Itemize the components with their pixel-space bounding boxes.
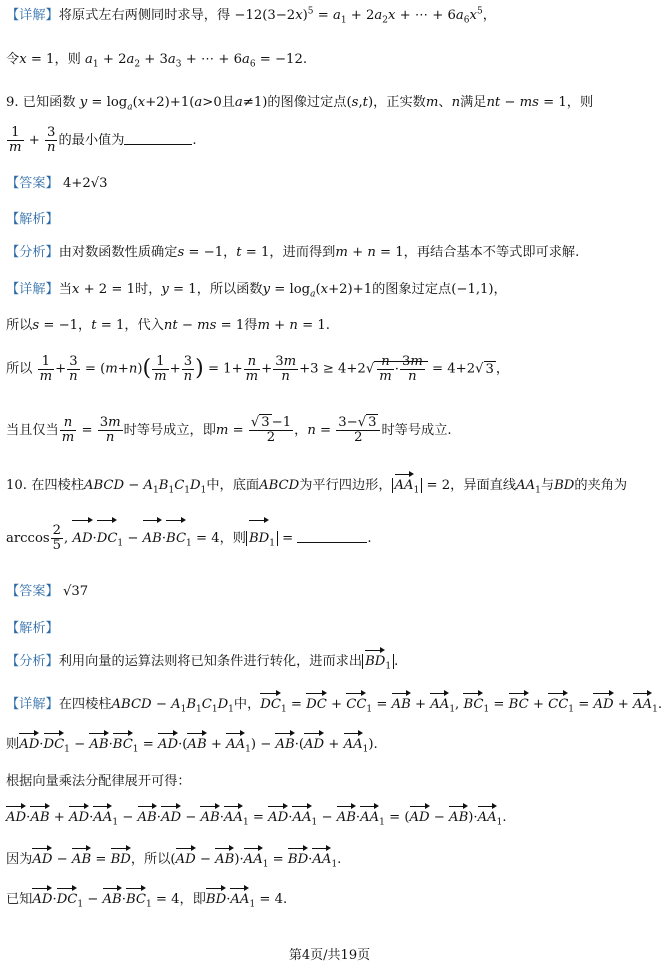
q10-detail-line4: $AD\cdot AB + AD\cdot AA_1 - AB\cdot AD - AB\cdot AA_1 = AD\cdot AA_1 - AB\cdot AA_1 = (AD - AB)\cdot AA_1$.	[6, 810, 507, 828]
q10-detail-line5: 因为AD − AB = BD，所以$(AD - AB)\cdot AA_1 = BD\cdot AA_1$.	[6, 852, 342, 870]
q9-stem-line1: 9. 已知函数 $y = \log_a(x+2)+1(a>0$且a≠1)的图像过定点(s,t)，正实数m、n满足nt − ms = 1，则	[6, 95, 594, 113]
q9-answer-line: 【答案】 4+2√3	[6, 176, 108, 191]
q9-answer-blank	[124, 132, 192, 145]
q10-answer-line: 【答案】 √37	[6, 584, 89, 599]
prev-detail-line	[6, 6, 653, 26]
q10-detail-line6: 已知$AD\cdot DC_1 - AB\cdot BC_1 = 4$，即$BD\cdot AA_1 = 4$.	[6, 892, 288, 910]
q10-number: 10.	[6, 478, 27, 493]
prev-conclusion-line: 令x = 1，则 $a_1 + 2a_2 + 3a_3$ + ⋯ + $6a_6 = -12$.	[6, 52, 308, 70]
q10-detail-line1: 【详解】在四棱柱ABCD − $A_1B_1C_1D_1$中，$DC_1$ = DC + $CC_1$ = AB + $AA_1$, $BC_1$ = BC + $CC_1$ = AD + $AA_1$.	[6, 697, 662, 715]
q9-number: 9.	[6, 95, 19, 110]
q10-analysis-tag: 【解析】	[6, 621, 59, 636]
q9-analysis-tag: 【解析】	[6, 212, 59, 227]
q10-fenxi-line: 【分析】利用向量的运算法则将已知条件进行转化，进而求出 $BD_1$ .	[6, 654, 399, 672]
page-footer: 第4页/共19页	[288, 948, 371, 963]
q9-detail-line2: 所以s = −1，t = 1，代入nt − ms = 1得m + n = 1.	[6, 318, 330, 333]
q9-detail-line3: 所以 $\frac{1}{m}$ + $\frac{3}{n}$ = (m+n)( $\frac{1}{m}$ + $\frac{3}{n}$ ) = 1+ $\frac{n}{m}$ + $\frac{3m}{n}$ +3 ≥ 4+2√ $\frac{n}{m}$ · $\frac{3m}{n}$ = 4+2√ 3 ，	[6, 353, 510, 384]
detail-tag: 【详解】	[6, 8, 59, 23]
q10-detail-line2: 则$AD\cdot DC_1 - AB\cdot BC_1 = AD\cdot(AB + AA_1) - AB\cdot(AD + AA_1)$.	[6, 737, 378, 755]
q10-stem-line1: 10. 在四棱柱ABCD − $A_1B_1C_1D_1$中，底面ABCD为平行四边形， $AA_1 = 2$，异面直线$AA_1$与BD的夹角为	[6, 478, 628, 496]
q10-stem-line2: arccos $\frac{2}{5}$ , $AD\cdot DC_1 - AB\cdot BC_1 = 4$，则 $BD_1$ = .	[6, 522, 653, 556]
q10-detail-line3: 根据向量乘法分配律展开可得：	[6, 774, 191, 789]
prev-derivative-formula: $-12(3-2x)^5 = a_1 + 2a_2x$ + ⋯ + $6a_6x^5$，	[234, 6, 496, 26]
q9-fenxi-line: 【分析】由对数函数性质确定s = −1，t = 1，进而得到m + n = 1，再结合基本不等式即可求解.	[6, 245, 580, 260]
q9-detail-line1: 【详解】当x + 2 = 1时，y = 1，所以函数$y = \log_a(x+2)+1$的图象过定点(−1,1)，	[6, 282, 507, 300]
q9-answer-value: 4+2√3	[62, 176, 108, 191]
q9-stem-line2: $\frac{1}{m}$ + $\frac{3}{n}$ 的最小值为 .	[9, 125, 197, 155]
q10-answer-value: √37	[62, 584, 89, 599]
q9-detail-line4: 当且仅当 $\frac{n}{m}$ = $\frac{3m}{n}$ 时等号成立，即m = $\frac{√ 3 -1}{2}$ ，n = $\frac{3-√ 3}{2}$ 时等号成立.	[6, 415, 452, 445]
prev-detail-text: 将原式左右两侧同时求导，得	[58, 8, 231, 23]
q10-answer-blank	[297, 530, 367, 543]
